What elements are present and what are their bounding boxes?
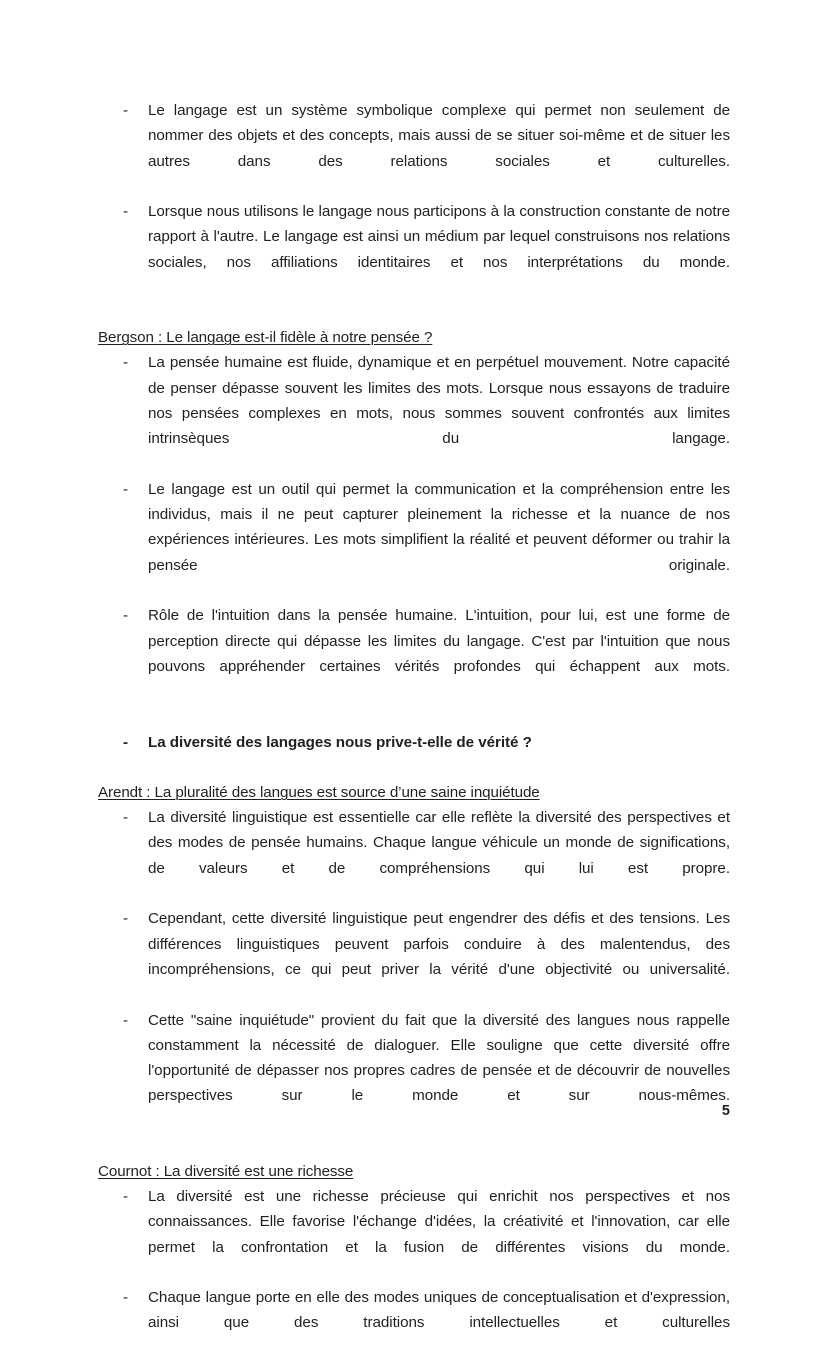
bullet-marker-icon: - [123,733,129,751]
bullet-list [98,805,730,1134]
section-heading-text: Bergson : Le langage est-il fidèle à notre pensée ? [98,329,433,347]
page-number: 5 [721,1103,730,1119]
bullet-item [98,1285,730,1361]
bullet-text: Cependant, cette diversité linguistique peut engendrer des défis et des tensions. Les différences linguistiques peuvent parfois conduire à des malentendus, des incompréhensions, ce qui peut priver la vérité d'une objectivité ou universalité. [148,910,730,978]
bullet-text: Cette "saine inquiétude" provient du fait que la diversité des langues nous rappelle constamment la nécessité de dialoguer. Elle souligne que cette diversité offre l'opportunité de dépasser nos propres cadres de pensée et de découvrir de nouvelles perspectives sur le monde et sur nous-mêmes. [148,1011,730,1105]
bullet-marker-icon: - [123,1011,129,1029]
bullet-item [98,805,730,906]
question-bullet-item [98,730,730,781]
paragraph-spacer [98,705,730,730]
document-body [98,98,730,1361]
bullet-list [98,98,730,300]
bullet-item [98,603,730,704]
section-heading-text: Cournot : La diversité est une richesse [98,1162,354,1180]
bullet-marker-icon: - [123,203,129,221]
bullet-text: Lorsque nous utilisons le langage nous participons à la construction constante de notre rapport à l'autre. Le langage est ainsi un médium par lequel construisons nos relations sociales, nos affiliations identitaires et nos interprétations du monde. [148,203,730,271]
bullet-item [98,199,730,300]
section-heading [98,325,730,350]
bullet-text: La diversité linguistique est essentielle car elle reflète la diversité des perspectives et des modes de pensée humains. Chaque langue véhicule un monde de significations, de valeurs et de compréhensions qui lui est propre. [148,809,730,877]
bullet-item [98,350,730,476]
section-heading [98,1159,730,1184]
bullet-text: Chaque langue porte en elle des modes uniques de conceptualisation et d'expression, ainsi que des traditions intellectuelles et culturelles [148,1289,730,1332]
bullet-text: Le langage est un système symbolique complexe qui permet non seulement de nommer des objets et des concepts, mais aussi de se situer soi-même et de situer les autres dans des relations sociales et culturelles. [148,102,730,170]
bullet-marker-icon: - [123,1187,129,1205]
bullet-marker-icon: - [123,607,129,625]
paragraph-spacer [98,300,730,325]
paragraph-spacer [98,1134,730,1159]
bullet-marker-icon: - [123,1289,129,1307]
bullet-item [98,98,730,199]
bullet-text: Rôle de l'intuition dans la pensée humaine. L'intuition, pour lui, est une forme de perception directe qui dépasse les limites du langage. C'est par l'intuition que nous pouvons appréhender certaines vérités profondes qui échappent aux mots. [148,607,730,675]
bullet-list [98,730,730,781]
bullet-marker-icon: - [123,910,129,928]
bullet-list [98,350,730,704]
bullet-marker-icon: - [123,102,129,119]
bullet-item [98,1008,730,1134]
bullet-text: La diversité est une richesse précieuse qui enrichit nos perspectives et nos connaissances. Elle favorise l'échange d'idées, la créativité et l'innovation, car elle permet la confrontation et la fusion de différentes visions du monde. [148,1187,730,1256]
bullet-marker-icon: - [123,809,129,827]
bullet-item [98,906,730,1007]
bullet-text: La pensée humaine est fluide, dynamique et en perpétuel mouvement. Notre capacité de penser dépasse souvent les limites des mots. Lorsque nous essayons de traduire nos pensées complexes en mots, nous sommes souvent confrontés aux limites intrinsèques du langage. [148,354,730,448]
bullet-marker-icon: - [123,480,129,498]
bullet-item [98,477,730,603]
bullet-list [98,1184,730,1361]
bullet-item [98,1184,730,1285]
section-heading-text: Arendt : La pluralité des langues est source d’une saine inquiétude [98,784,540,802]
bullet-text: Le langage est un outil qui permet la communication et la compréhension entre les individus, mais il ne peut capturer pleinement la richesse et la nuance de nos expériences intérieures. Les mots simplifient la réalité et peuvent déformer ou trahir la pensée originale. [148,480,730,574]
question-bullet-text: La diversité des langages nous prive-t-elle de vérité ? [148,733,532,751]
section-heading [98,780,730,805]
bullet-marker-icon: - [123,354,129,372]
